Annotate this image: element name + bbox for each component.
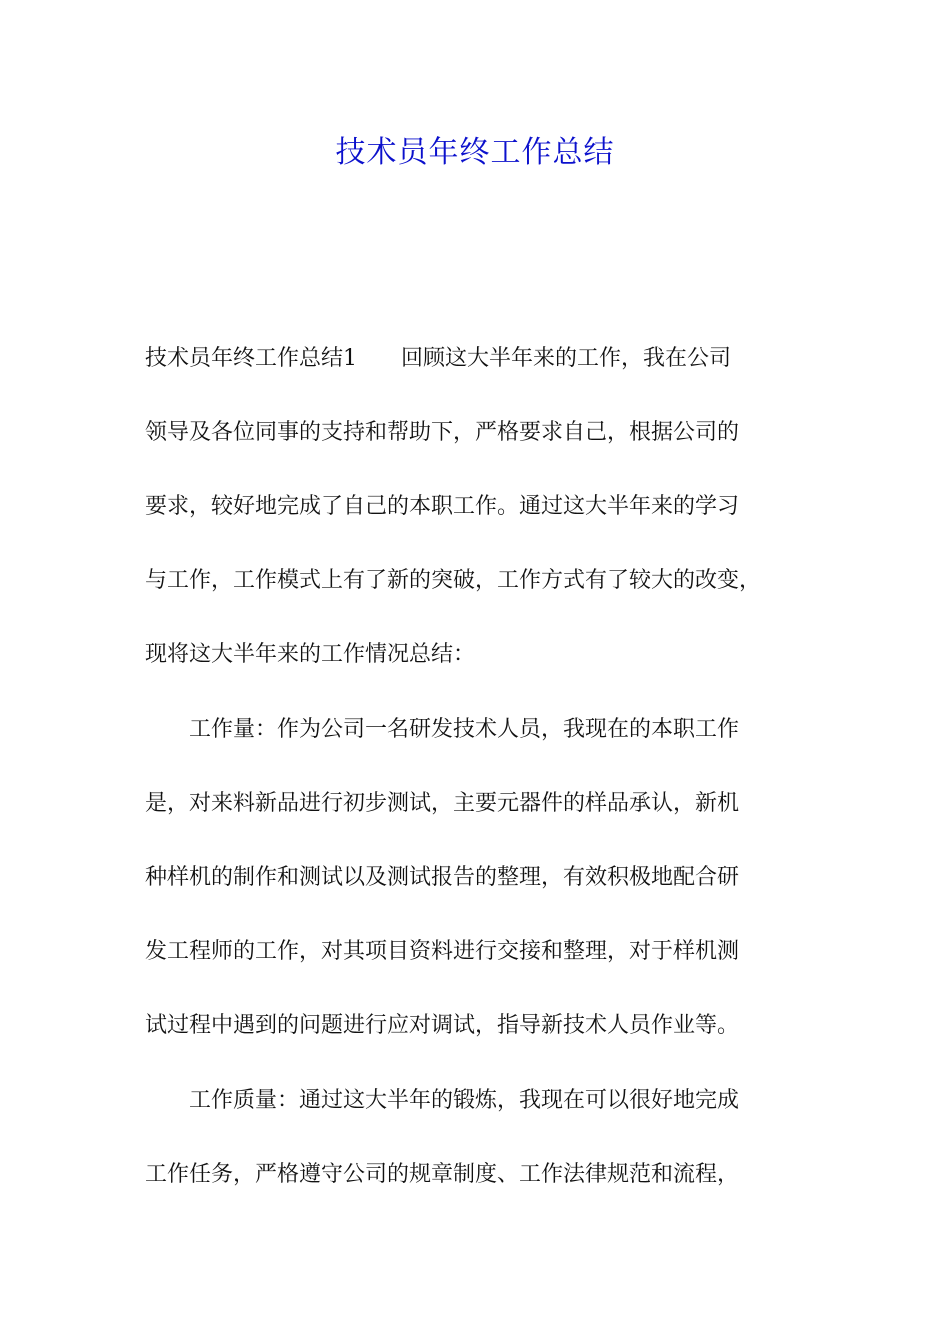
body-line: 与工作，工作模式上有了新的突破，工作方式有了较大的改变， bbox=[145, 568, 762, 593]
body-line: 技术员年终工作总结1 回顾这大半年来的工作，我在公司 bbox=[145, 346, 731, 371]
body-line: 种样机的制作和测试以及测试报告的整理，有效积极地配合研 bbox=[145, 865, 740, 890]
document-title: 技术员年终工作总结 bbox=[335, 135, 615, 170]
body-line: 是，对来料新品进行初步测试，主要元器件的样品承认，新机 bbox=[145, 791, 740, 816]
body-line: 要求，较好地完成了自己的本职工作。通过这大半年来的学习 bbox=[145, 494, 740, 519]
body-line: 试过程中遇到的问题进行应对调试，指导新技术人员作业等。 bbox=[145, 1013, 740, 1038]
body-line: 发工程师的工作，对其项目资料进行交接和整理，对于样机测 bbox=[145, 939, 740, 964]
body-line: 现将这大半年来的工作情况总结： bbox=[145, 642, 476, 667]
body-line: 工作任务，严格遵守公司的规章制度、工作法律规范和流程， bbox=[145, 1162, 740, 1187]
body-line: 领导及各位同事的支持和帮助下，严格要求自己，根据公司的 bbox=[145, 420, 740, 445]
body-line: 工作量：作为公司一名研发技术人员，我现在的本职工作 bbox=[145, 717, 740, 742]
body-line: 工作质量：通过这大半年的锻炼，我现在可以很好地完成 bbox=[145, 1088, 740, 1113]
